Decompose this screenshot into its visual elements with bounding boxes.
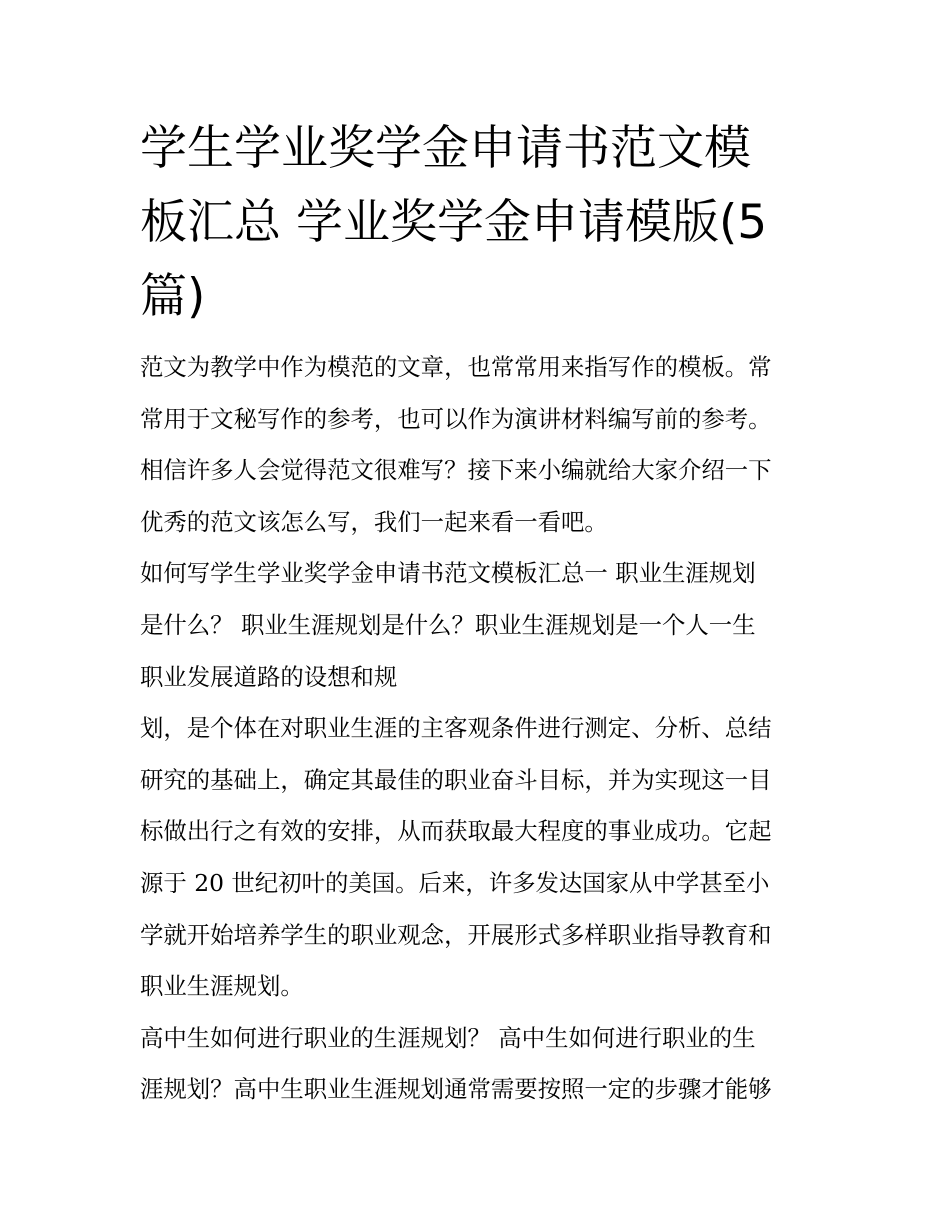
section-paragraph-3 [140, 1013, 815, 1116]
document-title [140, 112, 815, 334]
text-line: 常用于文秘写作的参考，也可以作为演讲材料编写前的参考。 [140, 404, 772, 433]
text-line: 职业生涯规划。 [140, 972, 304, 1001]
text-line: 源于 20 世纪初叶的美国。后来，许多发达国家从中学甚至小 [140, 868, 770, 897]
text-line: 研究的基础上，确定其最佳的职业奋斗目标，并为实现这一目 [140, 765, 772, 794]
text-line: 相信许多人会觉得范文很难写？接下来小编就给大家介绍一下 [140, 456, 772, 485]
text-line: 划，是个体在对职业生涯的主客观条件进行测定、分析、总结 [140, 714, 772, 743]
intro-paragraph [140, 342, 815, 548]
section-paragraph-1 [140, 548, 815, 703]
text-line: 学就开始培养学生的职业观念，开展形式多样职业指导教育和 [140, 920, 772, 949]
text-line: 范文为教学中作为模范的文章，也常常用来指写作的模板。常 [140, 353, 772, 381]
text-line: 职业发展道路的设想和规 [140, 662, 398, 691]
text-line: 标做出行之有效的安排，从而获取最大程度的事业成功。它起 [140, 817, 772, 846]
text-line: 如何写学生学业奖学金申请书范文模板汇总一 职业生涯规划 [140, 559, 756, 588]
text-line: 涯规划？高中生职业生涯规划通常需要按照一定的步骤才能够 [140, 1075, 772, 1104]
title-line: 学生学业奖学金申请书范文模 [140, 121, 751, 176]
text-line: 优秀的范文该怎么写，我们一起来看一看吧。 [140, 507, 608, 536]
document-content [140, 112, 815, 1116]
title-line: 篇) [140, 269, 206, 324]
text-line: 是什么？ 职业生涯规划是什么？职业生涯规划是一个人一生 [140, 610, 756, 639]
text-line: 高中生如何进行职业的生涯规划？ 高中生如何进行职业的生 [140, 1023, 756, 1052]
section-paragraph-2 [140, 703, 815, 1013]
title-line: 板汇总 学业奖学金申请模版(5 [140, 195, 768, 250]
